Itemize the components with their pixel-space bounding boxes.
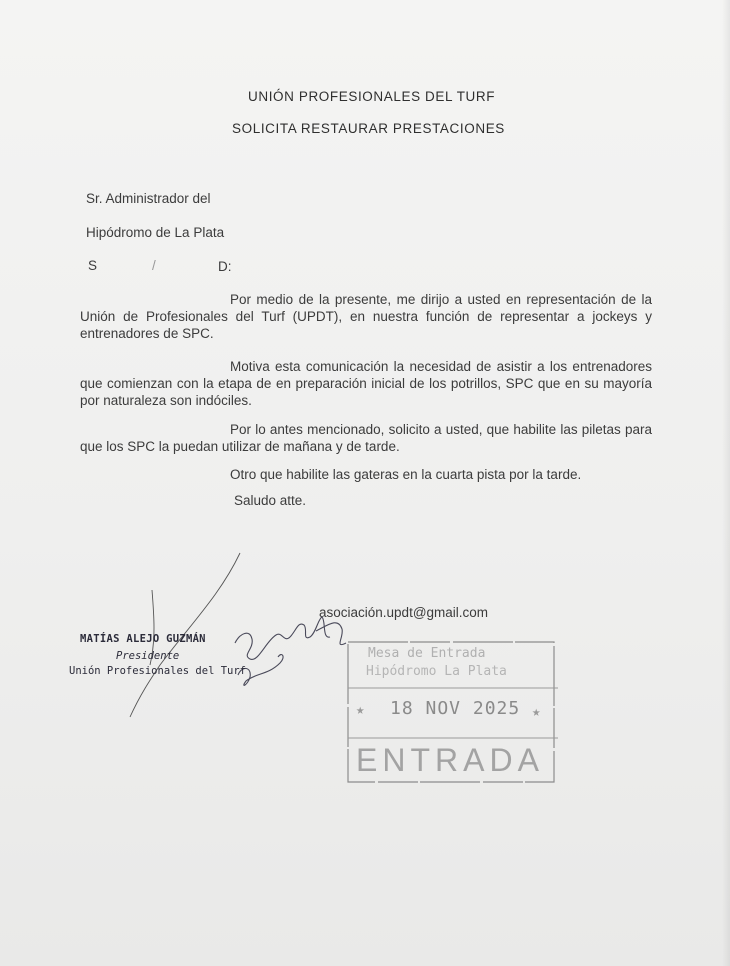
paragraph-2 xyxy=(80,358,652,409)
paper-edge-shadow xyxy=(722,0,730,966)
signer-organization: Unión Profesionales del Turf xyxy=(69,665,247,677)
paragraph-2-text: Motiva esta comunicación la necesidad de asistir a los entrenadores que comienzan con la etapa de en preparación inicial de los potrillos, SPC que en su mayoría por naturaleza son indóciles. xyxy=(80,359,652,408)
signer-title: Presidente xyxy=(116,650,180,662)
paragraph-1-text: Por medio de la presente, me dirijo a usted en representación de la Unión de Profesionales del Turf (UPDT), en nuestra función de representar a jockeys y entrenadores de SPC. xyxy=(80,292,652,341)
organization-heading: UNIÓN PROFESIONALES DEL TURF xyxy=(248,89,496,104)
stamp-entrada-label: ENTRADA xyxy=(356,742,544,778)
addressee-line-1: Sr. Administrador del xyxy=(86,191,211,206)
closing: Saludo atte. xyxy=(234,493,307,508)
contact-email: asociación.updt@gmail.com xyxy=(319,605,489,620)
signer-name: MATÍAS ALEJO GUZMÁN xyxy=(80,633,206,645)
subject-heading: SOLICITA RESTAURAR PRESTACIONES xyxy=(232,121,505,136)
paragraph-4: Otro que habilite las gateras en la cuarta pista por la tarde. xyxy=(230,467,582,482)
paragraph-1 xyxy=(80,291,652,342)
stamp-date: 18 NOV 2025 xyxy=(390,698,521,719)
stamp-star-right-icon: ★ xyxy=(532,704,541,720)
stamp-line-1: Mesa de Entrada xyxy=(368,646,486,661)
addressee-line-2: Hipódromo de La Plata xyxy=(86,225,225,240)
reception-stamp xyxy=(344,638,558,786)
stamp-line-2: Hipódromo La Plata xyxy=(366,664,507,679)
salutation-d: D: xyxy=(218,259,232,274)
paragraph-3-text: Por lo antes mencionado, solicito a usted, que habilite las piletas para que los SPC la puedan utilizar de mañana y de tarde. xyxy=(80,422,652,454)
salutation-slash: / xyxy=(152,258,156,273)
paragraph-3 xyxy=(80,421,652,455)
salutation-s: S xyxy=(88,258,98,273)
stamp-star-left-icon: ★ xyxy=(356,702,365,718)
